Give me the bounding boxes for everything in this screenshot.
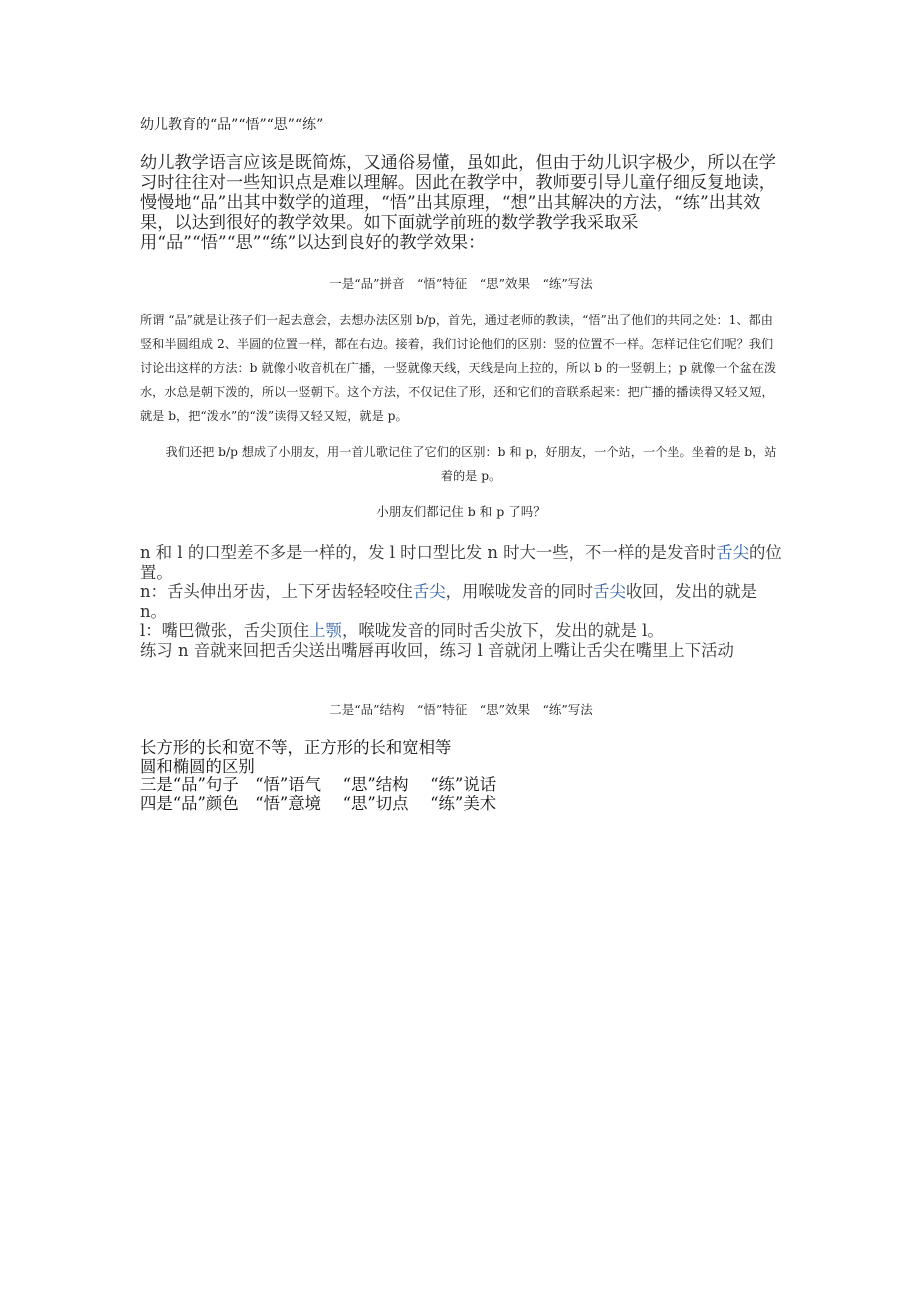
intro-paragraph: 幼儿教学语言应该是既简炼，又通俗易懂，虽如此，但由于幼儿识字极少，所以在学习时往往对一些知识点是难以理解。因此在教学中，教师要引导儿童仔细反复地读，慢慢地“品”出其中数学的道理，“悟”出其原理，“想”出其解决的方法，“练”出其效果，以达到很好的教学效果。如下面就学前班的数学教学我采取采用“品”“悟”“思”“练”以达到良好的教学效果： xyxy=(140,153,776,253)
nl-line-4: 练习 n 音就来回把舌尖送出嘴唇再收回，练习 l 音就闭上嘴让舌尖在嘴里上下活动 xyxy=(140,640,734,660)
tongue-tip-link[interactable]: 舌尖 xyxy=(716,543,749,562)
bp-rhyme-paragraph: 我们还把 b/p 想成了小朋友，用一首儿歌记住了它们的区别：b 和 p，好朋友，一个站，一个坐。坐着的是 b，站着的是 p。 xyxy=(165,445,777,483)
section1-heading: 一是“品”拼音 “悟”特征 “思”效果 “练”写法 xyxy=(329,276,593,291)
list-item: 长方形的长和宽不等，正方形的长和宽相等 xyxy=(140,738,452,757)
nl-line-2: n：舌头伸出牙齿，上下牙齿轻轻咬住舌尖，用喉咙发音的同时舌尖收回，发出的就是 n。 xyxy=(140,582,758,621)
list-item: 三是“品”句子 “悟”语气 “思”结构 “练”说话 xyxy=(140,775,497,794)
nl-pronunciation-block xyxy=(140,543,782,660)
list-item: 四是“品”颜色 “悟”意境 “思”切点 “练”美术 xyxy=(140,793,497,813)
bp-question: 小朋友们都记住 b 和 p 了吗？ xyxy=(376,504,546,519)
list-item: 圆和椭圆的区别 xyxy=(140,756,255,776)
tongue-tip-link[interactable]: 舌尖 xyxy=(412,582,446,601)
nl-line-1: n 和 l 的口型差不多是一样的，发 l 时口型比发 n 时大一些，不一样的是发音时舌尖的位置。 xyxy=(140,543,782,582)
shapes-and-sections-list xyxy=(140,739,782,813)
tongue-tip-link[interactable]: 舌尖 xyxy=(593,582,626,601)
section2-heading: 二是“品”结构 “悟”特征 “思”效果 “练”写法 xyxy=(329,702,593,717)
document-title: 幼儿教育的“品”“悟”“思”“练” xyxy=(140,117,324,133)
bp-explanation-paragraph: 所谓 “品”就是让孩子们一起去意会，去想办法区别 b/p，首先，通过老师的教读，“悟”出了他们的共同之处：1、都由竖和半圆组成 2、半圆的位置一样，都在右边。接着，我们讨论他们的区别：竖的位置不一样。怎样记住它们呢？我们讨论出这样的方法：b 就像小收音机在广播，一竖就像天线，天线是向上拉的，所以 b 的一竖朝上；p 就像一个盆在泼水，水总是朝下泼的，所以一竖朝下。这个方法，不仅记住了形，还和它们的音联系起来：把广播的播读得又轻又短，就是 b，把“泼水”的“泼”读得又轻又短，就是 p。 xyxy=(140,313,777,423)
nl-line-3: l：嘴巴微张，舌尖顶住上颚，喉咙发音的同时舌尖放下，发出的就是 l。 xyxy=(140,621,664,640)
palate-link[interactable]: 上颚 xyxy=(309,621,342,640)
